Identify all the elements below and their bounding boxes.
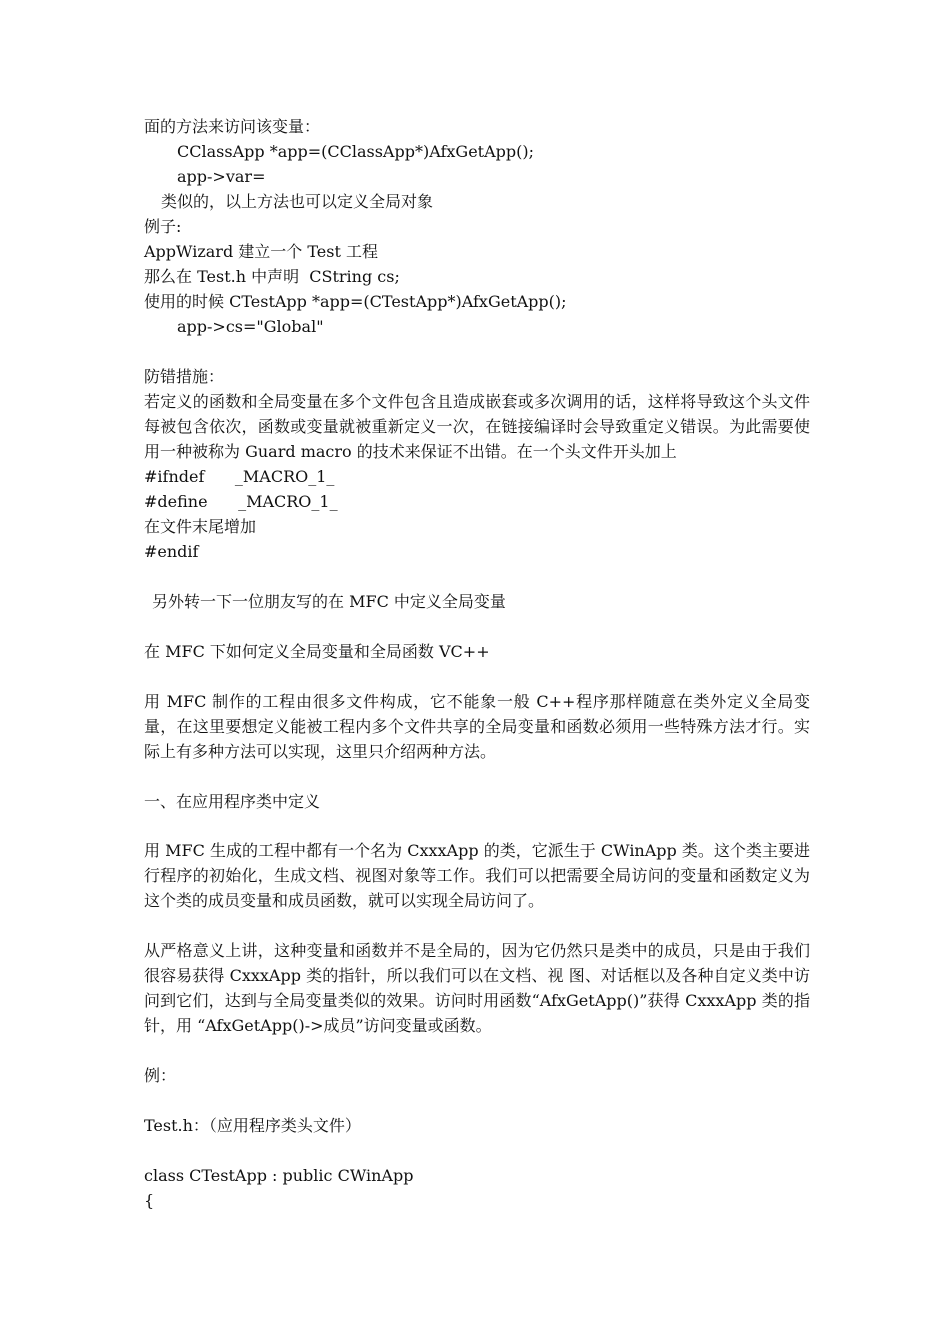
- paragraph: 若定义的函数和全局变量在多个文件包含且造成嵌套或多次调用的话，这样将导致这个头文件每被包含依次，函数或变量就被重新定义一次，在链接编译时会导致重定义错误。为此需要使用一种被称为 Guard macro 的技术来保证不出错。在一个头文件开头加上: [144, 392, 810, 461]
- code-line: #define _MACRO_1_: [144, 492, 338, 511]
- code-line: #endif: [144, 542, 199, 561]
- code-line: app->cs="Global": [177, 317, 324, 336]
- section-heading: 在 MFC 下如何定义全局变量和全局函数 VC++: [144, 642, 490, 661]
- text-line: 另外转一下一位朋友写的在 MFC 中定义全局变量: [152, 592, 506, 611]
- code-line: CClassApp *app=(CClassApp*)AfxGetApp();: [177, 142, 535, 161]
- text-line: Test.h：（应用程序类头文件）: [144, 1116, 361, 1135]
- text-line: 在文件末尾增加: [144, 517, 257, 536]
- paragraph: 用 MFC 生成的工程中都有一个名为 CxxxApp 的类，它派生于 CWinApp 类。这个类主要进行程序的初始化，生成文档、视图对象等工作。我们可以把需要全局访问的变量和函数定义为这个类的成员变量和成员函数，就可以实现全局访问了。: [144, 841, 810, 910]
- paragraph: 从严格意义上讲，这种变量和函数并不是全局的，因为它仍然只是类中的成员，只是由于我们很容易获得 CxxxApp 类的指针，所以我们可以在文档、视 图、对话框以及各种自定义类中访问到它们，达到与全局变量类似的效果。访问时用函数“AfxGetApp()”获得 CxxxApp 类的指针，用 “AfxGetApp()->成员”访问变量或函数。: [144, 941, 810, 1035]
- code-line: #ifndef _MACRO_1_: [144, 467, 335, 486]
- text-line: 例：: [144, 1066, 177, 1085]
- code-line: class CTestApp : public CWinApp: [144, 1166, 414, 1185]
- text-line: 面的方法来访问该变量：: [144, 117, 321, 136]
- text-line: AppWizard 建立一个 Test 工程: [144, 242, 378, 261]
- code-line: app->var=: [177, 167, 266, 186]
- text-line: 类似的，以上方法也可以定义全局对象: [161, 192, 434, 211]
- text-line: 使用的时候 CTestApp *app=(CTestApp*)AfxGetApp();: [144, 292, 567, 311]
- section-heading: 一、在应用程序类中定义: [144, 792, 321, 811]
- code-line: {: [144, 1191, 155, 1210]
- text-line: 例子:: [144, 217, 182, 236]
- section-heading: 防错措施：: [144, 367, 225, 386]
- paragraph: 用 MFC 制作的工程由很多文件构成，它不能象一般 C++程序那样随意在类外定义全局变量，在这里要想定义能被工程内多个文件共享的全局变量和函数必须用一些特殊方法才行。实际上有多种方法可以实现，这里只介绍两种方法。: [144, 692, 810, 761]
- text-line: 那么在 Test.h 中声明 CString cs;: [144, 267, 400, 286]
